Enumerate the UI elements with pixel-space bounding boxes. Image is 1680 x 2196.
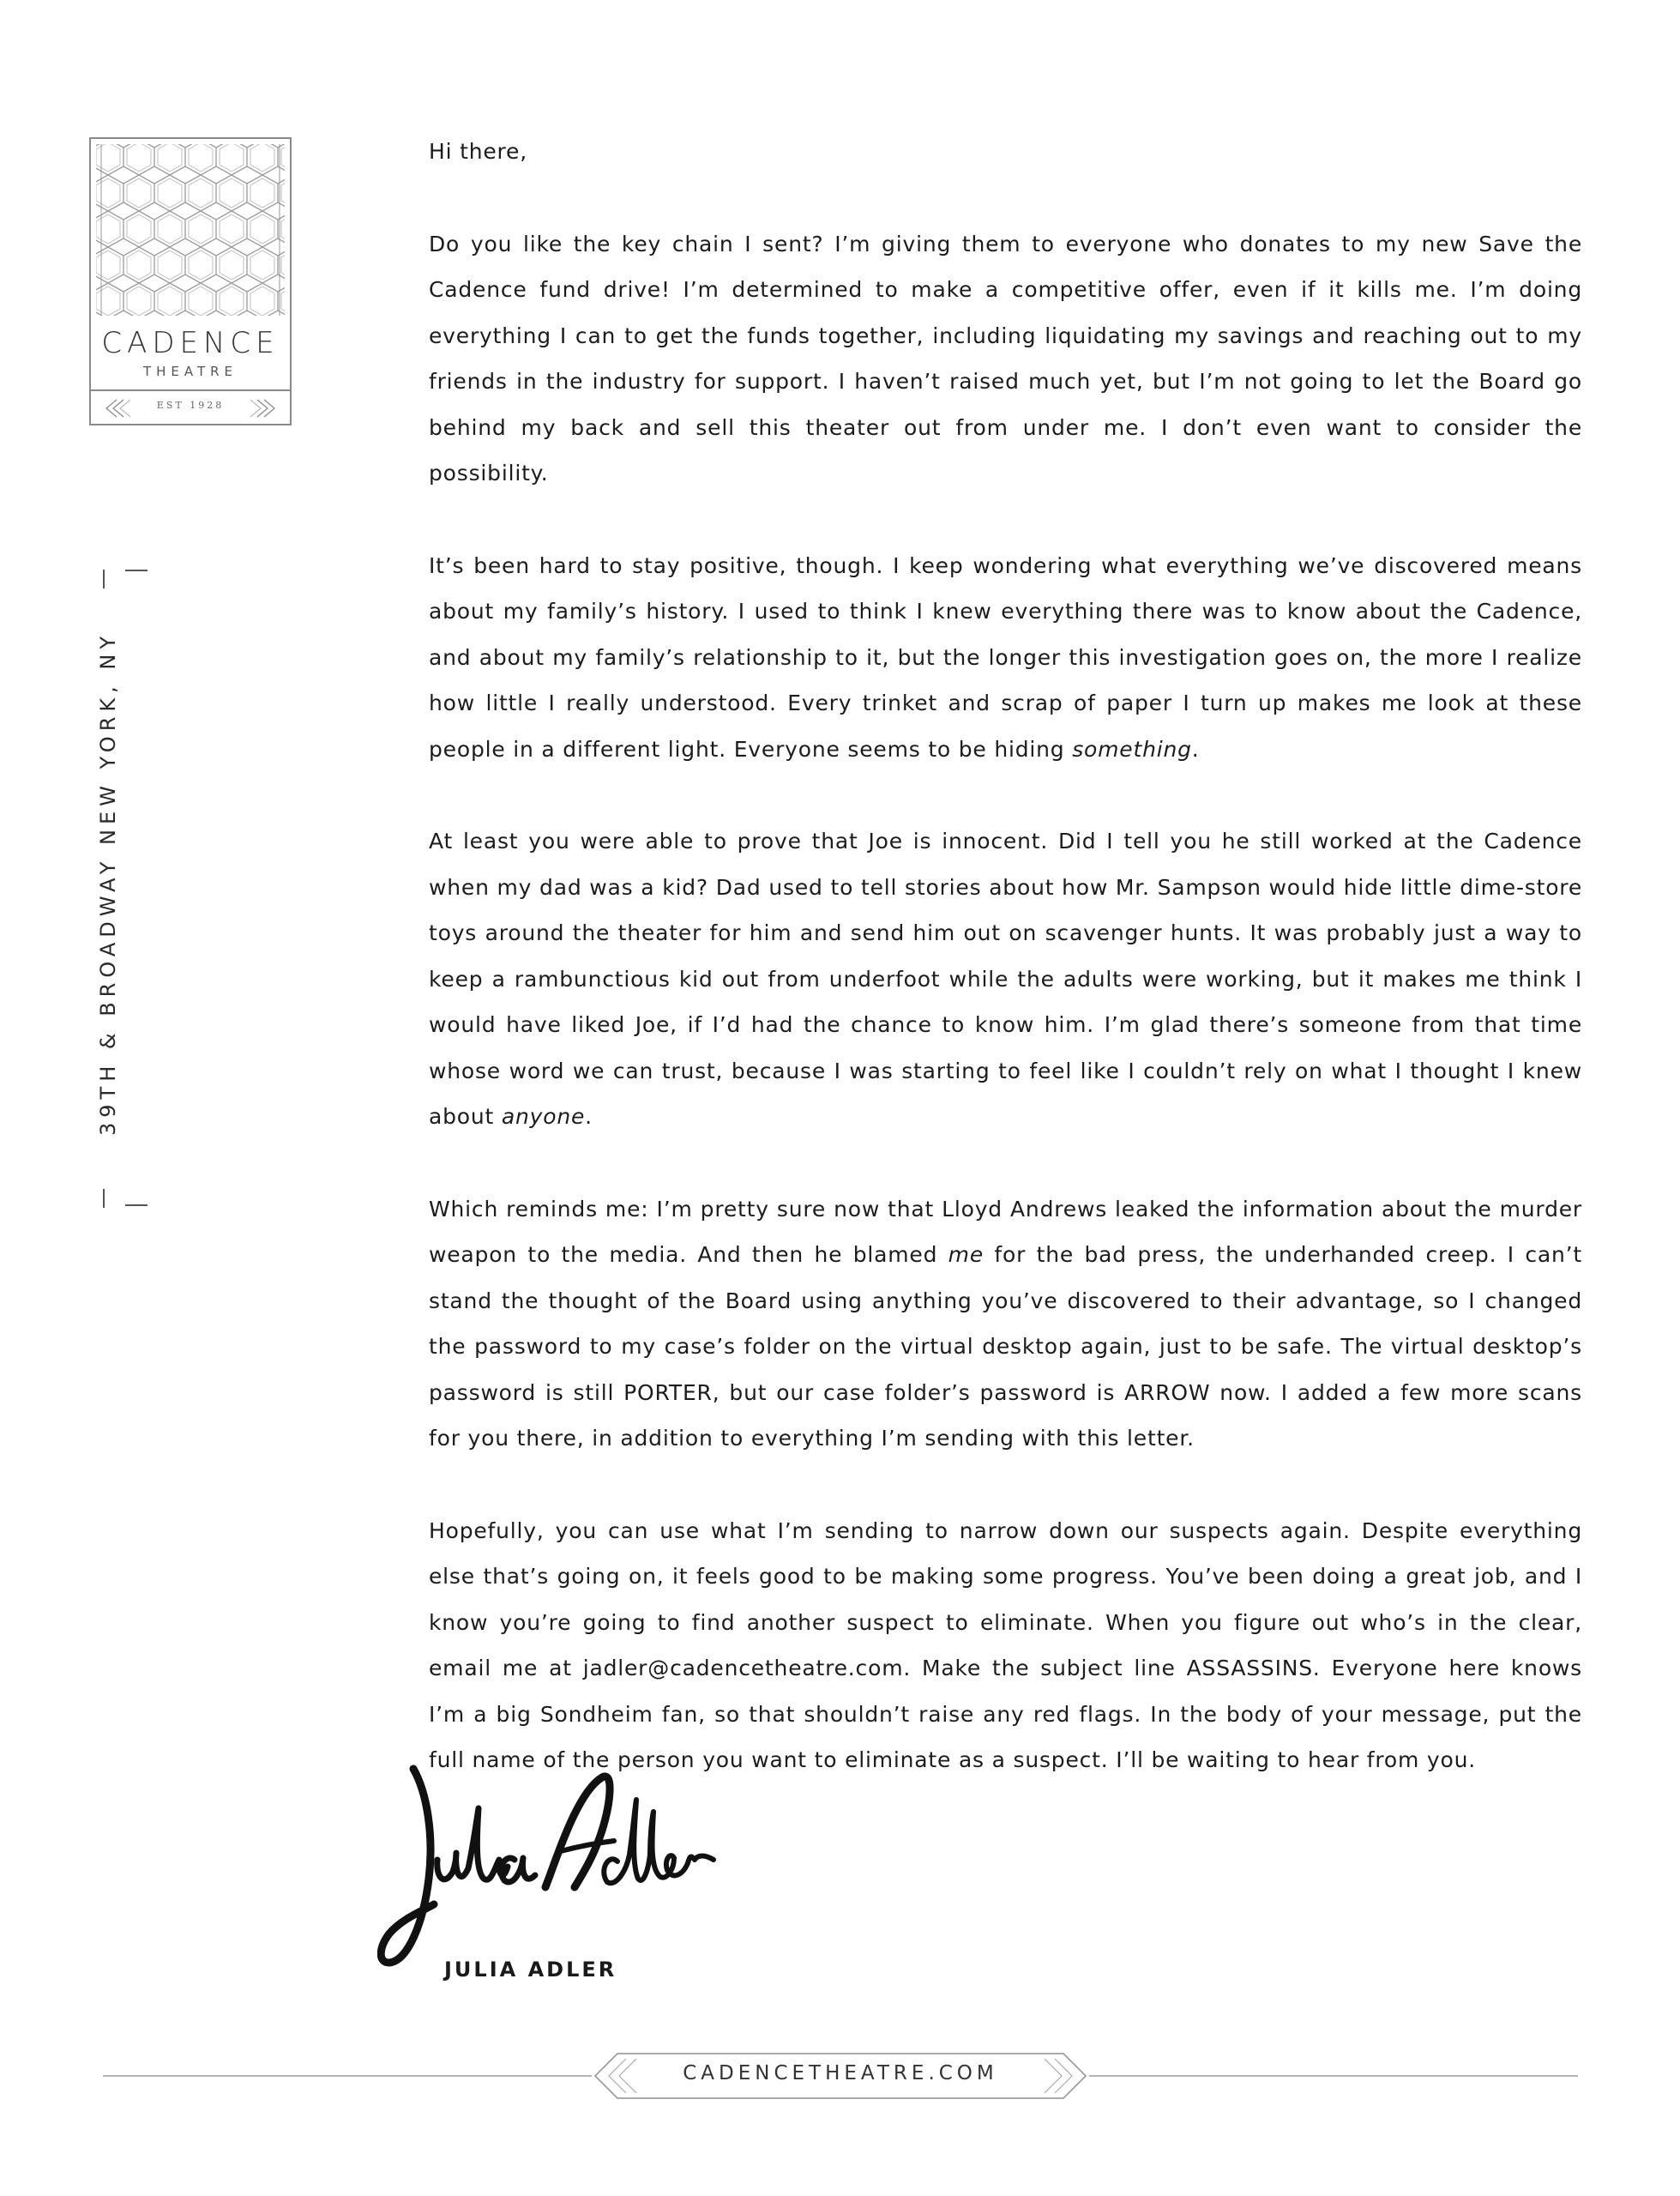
letter-paragraph-4: Which reminds me: I’m pretty sure now that Lloyd Andrews leaked the information about the murder weapon to the media. And then he blamed me for the bad press, the underhanded creep. I can’t stand the thought of the Board using anything you’ve discovered to their advantage, so I changed the password to my case’s folder on the virtual desktop again, just to be safe. The virtual desktop’s password is still PORTER, but our case folder’s password is ARROW now. I added a few more scans for you there, in addition to everything I’m sending with this letter. [429,1196,1582,1451]
emphasis-anyone: anyone [501,1104,586,1129]
logo-established: EST 1928 [156,400,225,411]
address-bottom-dash [125,1204,148,1206]
handwritten-signature [377,1759,720,1982]
letter-paragraph-1: Do you like the key chain I sent? I’m giving them to everyone who donates to my new Save the Cadence fund drive! I’m determined to make a competitive offer, even if it kills me. I’m doing everything I can to get the funds together, including liquidating my savings and reaching out to my friends in the industry for support. I haven’t raised much yet, but I’m not going to let the Board go behind my back and sell this theater out from under me. I don’t even want to consider the possibility. [429,231,1582,486]
letter-paragraph-5: Hopefully, you can use what I’m sending to narrow down our suspects again. Despite everything else that’s going on, it feels good to be making some progress. You’ve been doing a great job, and I know you’re going to find another suspect to eliminate. When you figure out who’s in the clear, email me at jadler@cadencetheatre.com. Make the subject line ASSASSINS. Everyone here knows I’m a big Sondheim fan, so that shouldn’t raise any red flags. In the body of your message, put the full name of the person you want to eliminate as a suspect. I’ll be waiting to hear from you. [429,1517,1582,1772]
address-bottom-tick [103,1189,105,1208]
logo-name: CADENCE [101,326,280,360]
address-column [82,558,134,1210]
footer-banner [103,2042,1578,2110]
footer-website: CADENCETHEATRE.COM [683,2062,998,2084]
logo-subtitle: THEATRE [142,364,238,379]
signer-name: JULIA ADLER [444,1958,617,1982]
logo-est-band [91,389,290,425]
emphasis-something: something [1072,736,1192,762]
theatre-address: 39TH & BROADWAY NEW YORK, NY [96,631,120,1136]
letter-paragraph-3: At least you were able to prove that Joe is innocent. Did I tell you he still worked at the Cadence when my dad was a kid? Dad used to tell stories about how Mr. Sampson would hide little dime-store toys around the theater for him and send him out on scavenger hunts. It was probably just a way to keep a rambunctious kid out from underfoot while the adults were working, but it makes me think I would have liked Joe, if I’d had the chance to know him. I’m glad there’s someone from that time whose word we can trust, because I was starting to feel like I couldn’t rely on what I thought I knew about anyone. [429,829,1582,1129]
letter-greeting: Hi there, [429,139,527,164]
letter-paragraph-2: It’s been hard to stay positive, though. I keep wondering what everything we’ve discovered means about my family’s history. I used to think I knew everything there was to know about the Cadence, and about my family’s relationship to it, but the longer this investigation goes on, the more I realize how little I really understood. Every trinket and scrap of paper I turn up makes me look at these people in a different light. Everyone seems to be hiding something. [429,552,1582,762]
theatre-logo [89,137,292,425]
emphasis-me: me [948,1242,985,1267]
letter-body [429,129,1582,1830]
hexagon-pattern-icon [96,144,285,316]
